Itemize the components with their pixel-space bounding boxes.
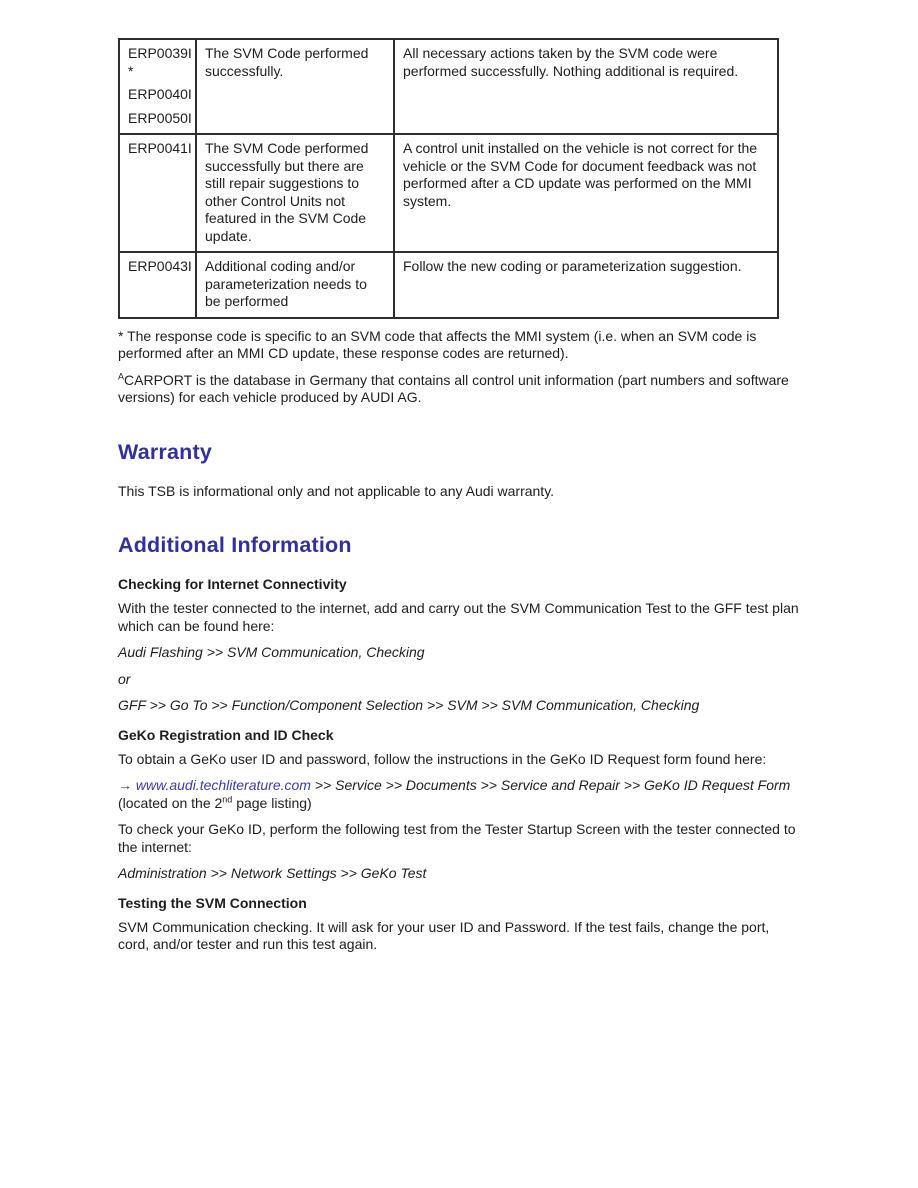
action-cell: All necessary actions taken by the SVM code were performed successfully. Nothing additional is required.	[394, 39, 778, 134]
table-row	[119, 39, 778, 134]
warranty-heading: Warranty	[118, 439, 212, 464]
erp-code: ERP0043I	[128, 258, 192, 274]
action-cell: A control unit installed on the vehicle is not correct for the vehicle or the SVM Code for document feedback was not performed after a CD update was performed on the MMI system.	[394, 134, 778, 252]
description-cell: The SVM Code performed successfully.	[196, 39, 394, 134]
footnote-asterisk: * The response code is specific to an SVM code that affects the MMI system (i.e. when an SVM code is performed after an MMI CD update, these response codes are returned).	[118, 327, 757, 361]
svm-subheading: Testing the SVM Connection	[118, 894, 307, 911]
svm-body: SVM Communication checking. It will ask for your user ID and Password. If the test fails, change the port, cord, and/or tester and run this test again.	[118, 918, 770, 952]
table-row	[119, 252, 778, 318]
erp-code: ERP0050I	[128, 109, 192, 126]
erp-response-code-table	[118, 38, 779, 319]
menu-path-administration: Administration >> Network Settings >> GeKo Test	[118, 865, 427, 881]
footnote-carport	[118, 372, 802, 407]
geko-link-note	[118, 795, 802, 813]
geko-body: To obtain a GeKo user ID and password, follow the instructions in the GeKo ID Request form found here:	[118, 750, 767, 767]
description-cell: Additional coding and/or parameterization needs to be performed	[196, 252, 394, 318]
geko-link-note-post: page listing)	[232, 794, 312, 811]
erp-code: ERP0041I	[128, 140, 192, 156]
geko-link-note-superscript: nd	[222, 793, 233, 804]
footnote-marker: *	[128, 62, 134, 79]
geko-subheading: GeKo Registration and ID Check	[118, 726, 334, 743]
erp-code: ERP0039I	[128, 45, 192, 61]
code-cell	[119, 252, 196, 318]
geko-check-body: To check your GeKo ID, perform the following test from the Tester Startup Screen with the tester connected to the internet:	[118, 821, 796, 855]
arrow-right-icon: →	[118, 777, 136, 793]
geko-link-note-pre: (located on the 2	[118, 794, 223, 811]
techliterature-link[interactable]: www.audi.techliterature.com	[135, 777, 311, 793]
code-cell	[119, 39, 196, 134]
footnote-carport-superscript: A	[118, 370, 125, 381]
code-cell	[119, 134, 196, 252]
erp-code: ERP0040I	[128, 86, 192, 102]
additional-information-heading: Additional Information	[118, 533, 352, 557]
table-row	[119, 134, 778, 252]
menu-path-audi-flashing: Audi Flashing >> SVM Communication, Checking	[118, 644, 425, 660]
description-cell: The SVM Code performed successfully but there are still repair suggestions to other Control Units not featured in the SVM Code update.	[196, 134, 394, 252]
action-cell: Follow the new coding or parameterization suggestion.	[394, 252, 778, 318]
connectivity-subheading: Checking for Internet Connectivity	[118, 576, 347, 592]
connectivity-body: With the tester connected to the internet, add and carry out the SVM Communication Test to the GFF test plan which can be found here:	[118, 600, 799, 634]
geko-link-line	[118, 777, 802, 812]
warranty-body: This TSB is informational only and not applicable to any Audi warranty.	[118, 482, 555, 499]
menu-path-gff: GFF >> Go To >> Function/Component Selection >> SVM >> SVM Communication, Checking	[118, 697, 700, 713]
geko-link-path: >> Service >> Documents >> Service and Repair >> GeKo ID Request Form	[310, 777, 791, 793]
erp-table-body	[119, 39, 778, 318]
footnote-carport-text: CARPORT is the database in Germany that contains all control unit information (part numbers and software versions) for each vehicle produced by AUDI AG.	[118, 371, 789, 405]
or-text: or	[118, 670, 131, 687]
